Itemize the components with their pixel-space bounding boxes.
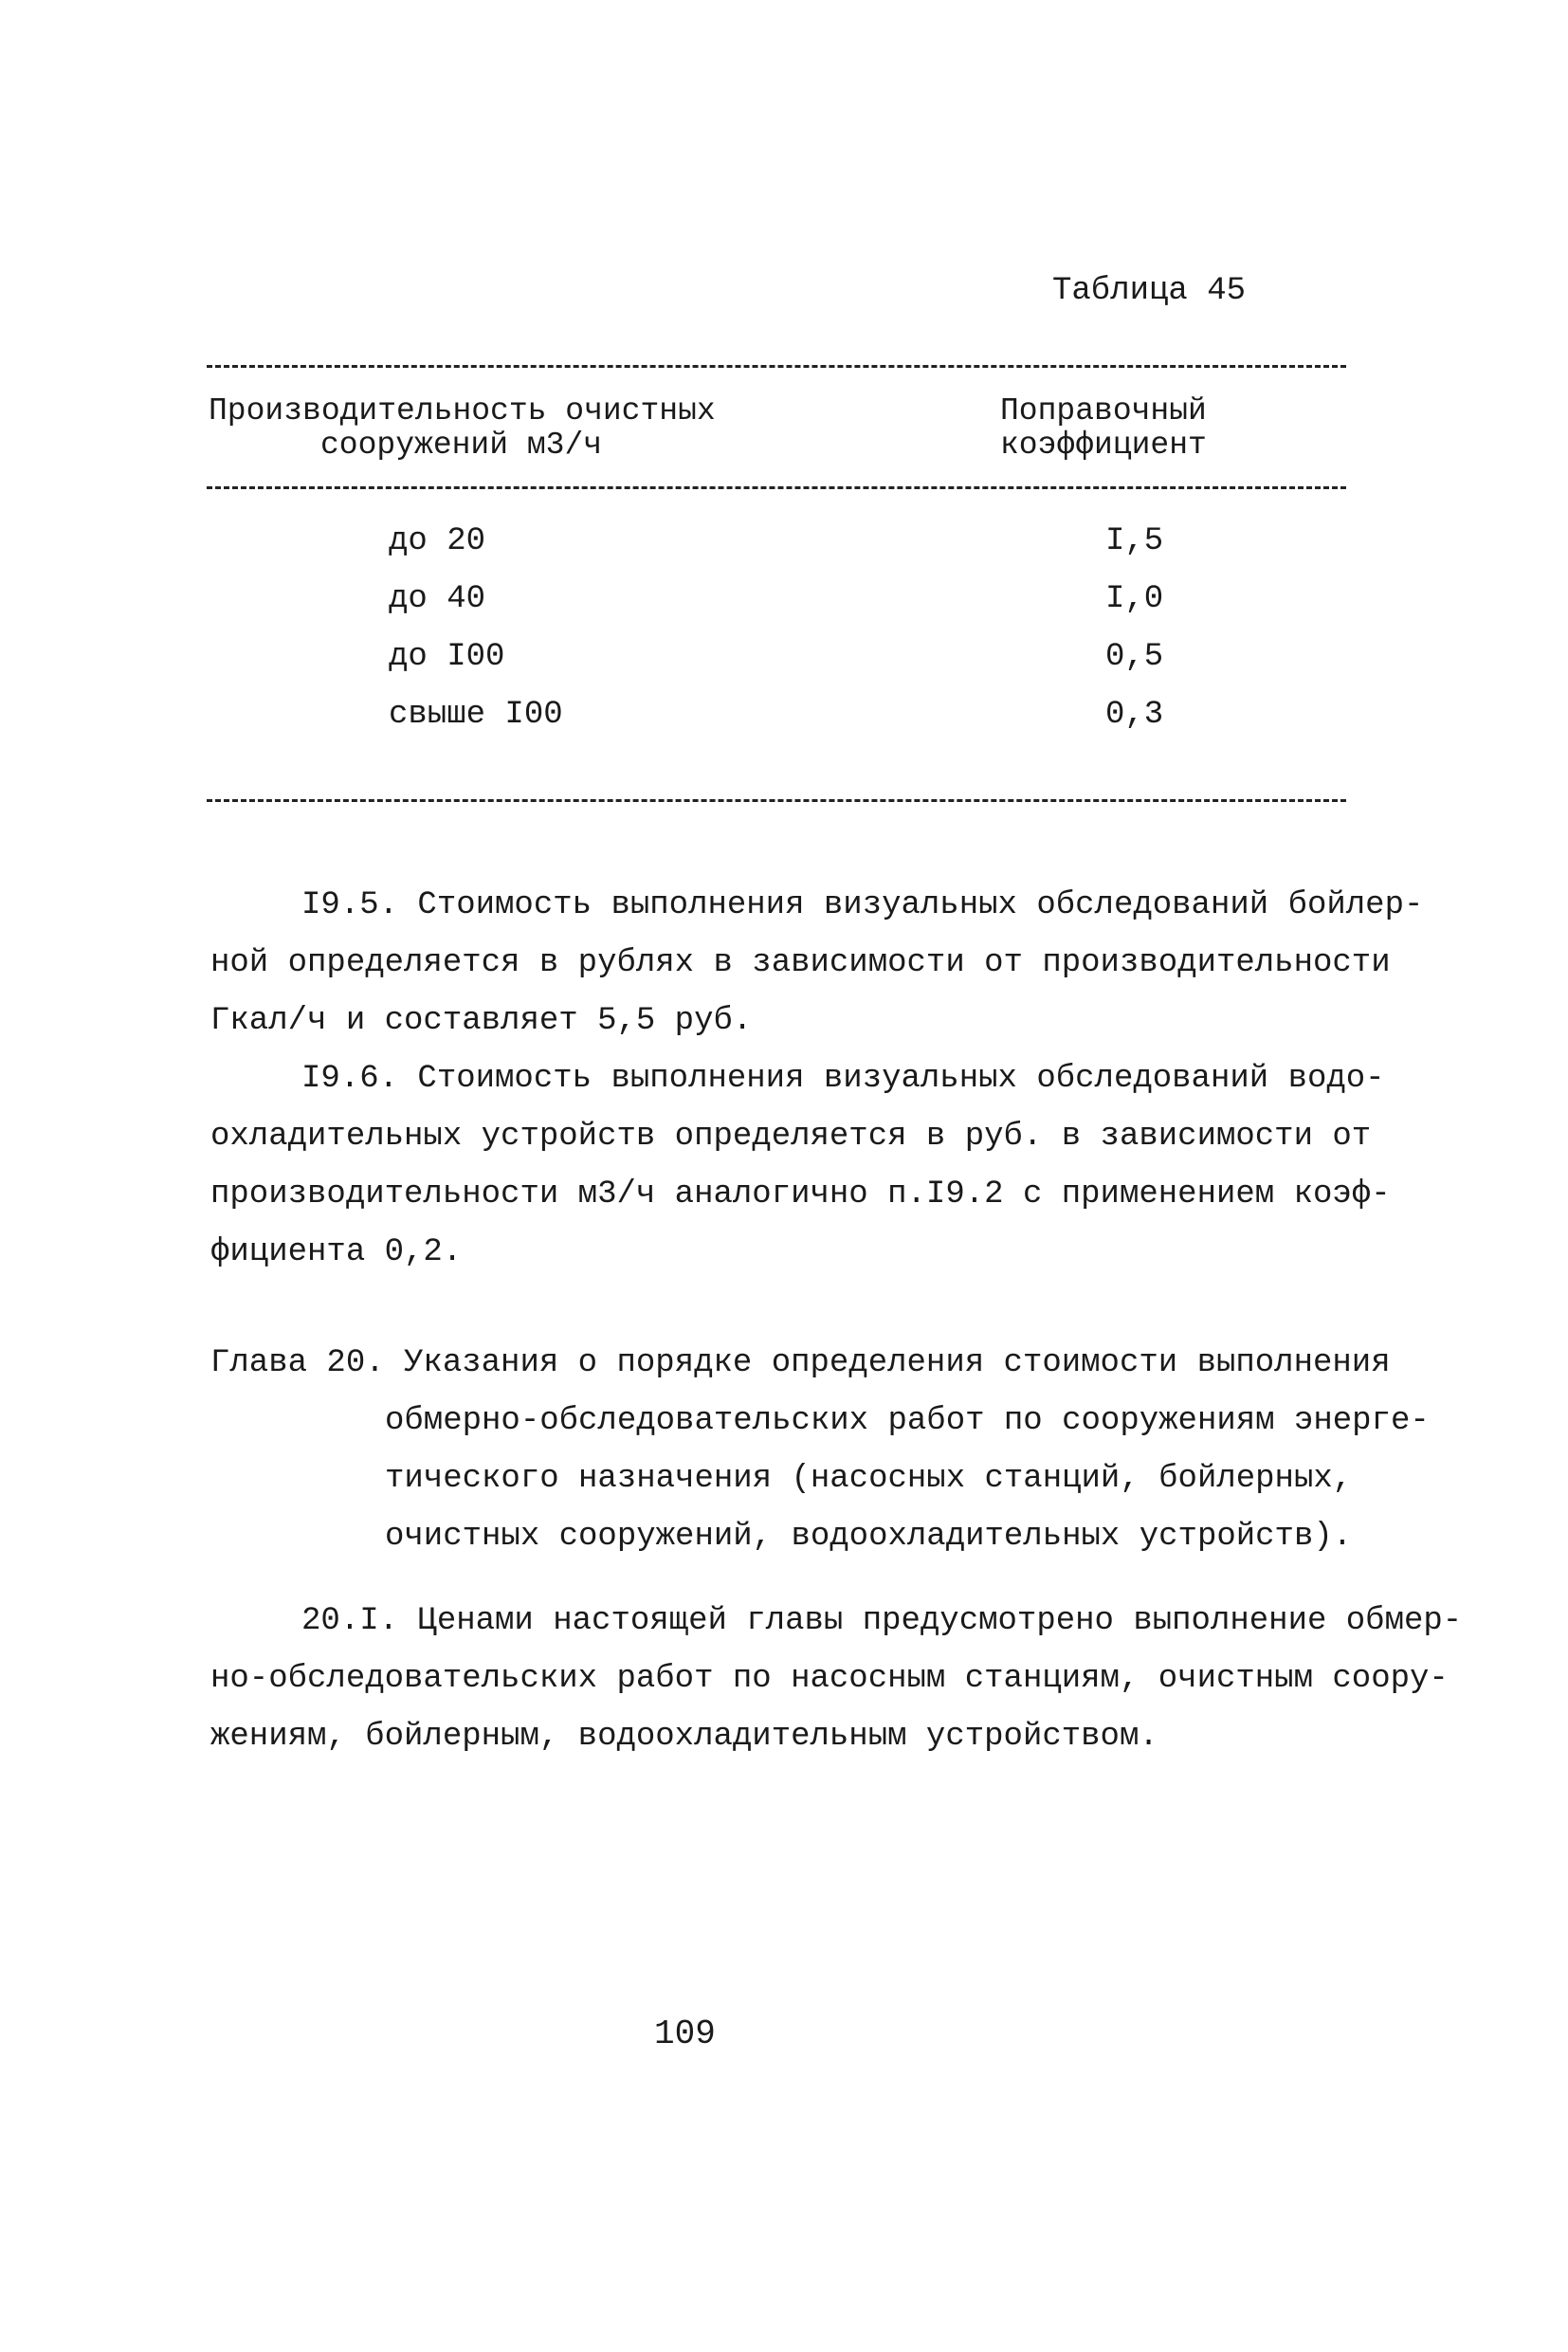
table-row xyxy=(0,639,1568,686)
chapter-heading-line: обмерно-обследовательских работ по сооружениям энерге- xyxy=(385,1403,1430,1439)
cell-coefficient: 0,3 xyxy=(1105,697,1164,733)
column-header-capacity xyxy=(209,394,716,463)
column-header-capacity-line-1: Производительность очистных xyxy=(209,393,716,428)
cell-coefficient: I,5 xyxy=(1105,523,1164,559)
cell-capacity: свыше I00 xyxy=(389,697,563,733)
chapter-heading xyxy=(210,1335,1430,1566)
paragraph-19-5 xyxy=(210,877,1424,1050)
cell-coefficient: I,0 xyxy=(1105,581,1164,617)
chapter-heading-line: тического назначения (насосных станций, бойлерных, xyxy=(385,1461,1353,1497)
paragraph-line: I9.5. Стоимость выполнения визуальных обследований бойлер- xyxy=(301,887,1424,923)
cell-capacity: до I00 xyxy=(389,639,505,675)
column-header-coefficient xyxy=(1000,394,1207,463)
table-bottom-rule xyxy=(207,799,1346,802)
column-header-capacity-line-2: сооружений м3/ч xyxy=(320,428,603,463)
chapter-heading-line: очистных сооружений, водоохладительных устройств). xyxy=(385,1519,1353,1555)
column-header-coefficient-line-2: коэффициент xyxy=(1000,428,1207,463)
paragraph-line: ной определяется в рублях в зависимости от производительности xyxy=(210,945,1391,981)
paragraph-20-1 xyxy=(210,1593,1463,1766)
paragraph-line: но-обследовательских работ по насосным станциям, очистным соору- xyxy=(210,1661,1449,1697)
paragraph-19-6 xyxy=(210,1050,1391,1282)
paragraph-line: фициента 0,2. xyxy=(210,1234,463,1270)
column-header-coefficient-line-1: Поправочный xyxy=(1000,393,1207,428)
page-number: 109 xyxy=(654,2015,716,2053)
paragraph-line: охладительных устройств определяется в руб. в зависимости от xyxy=(210,1119,1372,1155)
cell-capacity: до 40 xyxy=(389,581,486,617)
chapter-heading-line: Глава 20. Указания о порядке определения стоимости выполнения xyxy=(210,1345,1391,1381)
table-header-rule xyxy=(207,486,1346,489)
table-row xyxy=(0,581,1568,629)
paragraph-line: 20.I. Ценами настоящей главы предусмотрено выполнение обмер- xyxy=(301,1603,1463,1639)
paragraph-line: жениям, бойлерным, водоохладительным устройством. xyxy=(210,1719,1158,1755)
cell-capacity: до 20 xyxy=(389,523,486,559)
paragraph-line: производительности м3/ч аналогично п.I9.2 с применением коэф- xyxy=(210,1176,1391,1212)
cell-coefficient: 0,5 xyxy=(1105,639,1164,675)
table-row xyxy=(0,697,1568,744)
paragraph-line: Гкал/ч и составляет 5,5 руб. xyxy=(210,1003,753,1039)
table-caption: Таблица 45 xyxy=(1052,273,1247,309)
paragraph-line: I9.6. Стоимость выполнения визуальных обследований водо- xyxy=(301,1061,1385,1097)
table-row xyxy=(0,523,1568,571)
table-top-rule xyxy=(207,365,1346,368)
